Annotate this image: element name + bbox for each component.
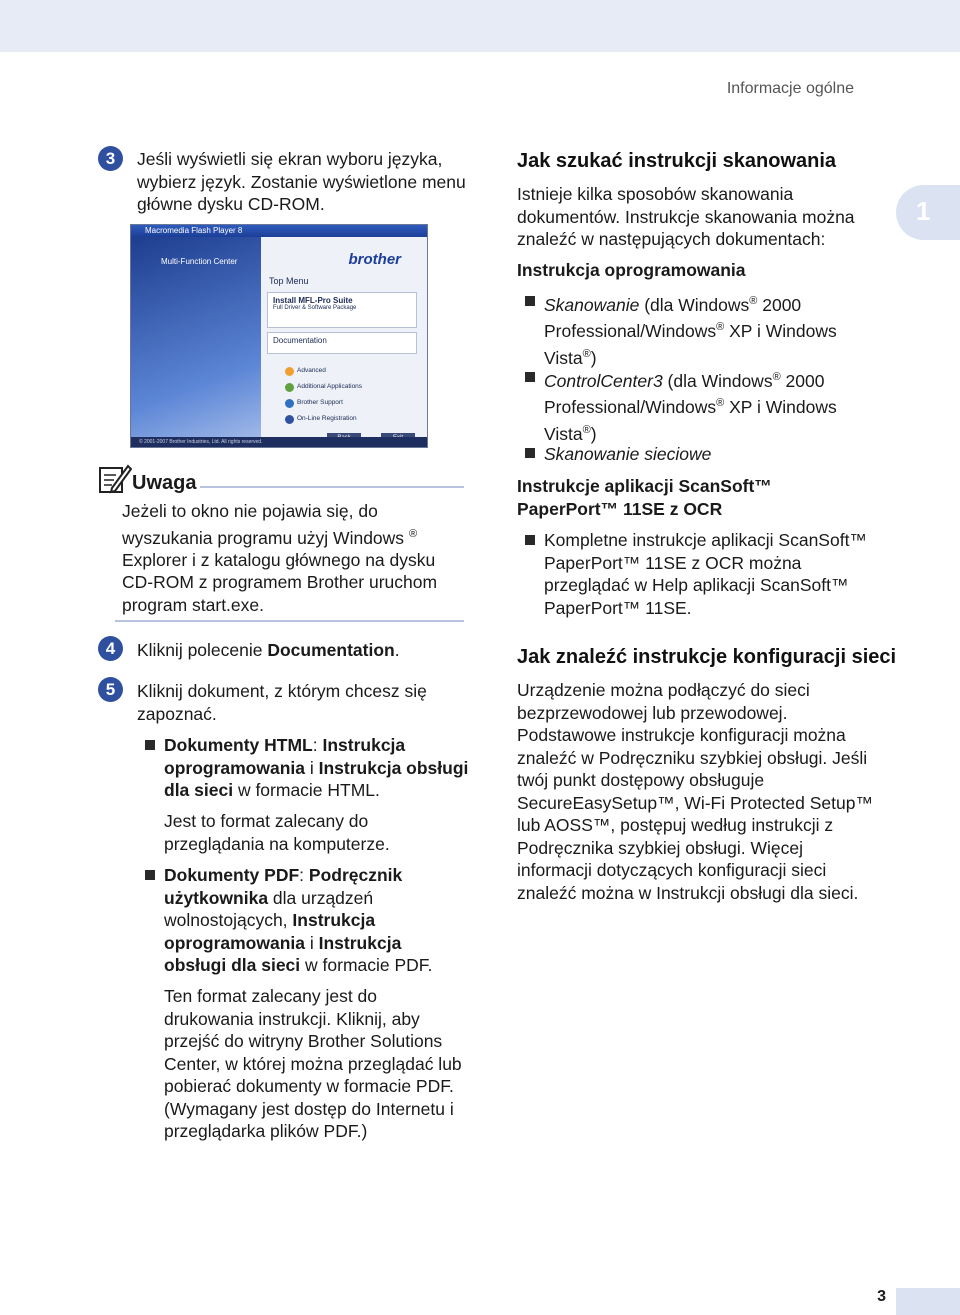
html-docs-desc: Jest to format zalecany do przeglądania na komputerze. bbox=[164, 811, 390, 854]
software-item-network-scan: Skanowanie sieciowe bbox=[544, 444, 712, 464]
cd-menu-screenshot bbox=[130, 224, 428, 448]
screenshot-menu-item: Brother Support bbox=[297, 399, 343, 406]
step-3-badge: 3 bbox=[98, 146, 123, 171]
note-bottom-rule bbox=[115, 620, 464, 622]
registration-icon bbox=[285, 415, 294, 424]
screenshot-documentation-item bbox=[267, 332, 417, 354]
screenshot-install-item bbox=[267, 292, 417, 328]
screenshot-titlebar: Macromedia Flash Player 8 bbox=[131, 225, 427, 237]
pdf-docs-desc: Ten format zalecany jest do drukowania instrukcji. Kliknij, aby przejść do witryny Brother Solutions Center, w której można przeglądać lub pobierać dokumenty w formacie PDF. (Wymagany jest dostęp do Internetu i przeglądarka plików PDF.) bbox=[164, 986, 462, 1141]
install-subtitle: Full Driver & Software Package bbox=[273, 305, 357, 311]
scansoft-item: Kompletne instrukcje aplikacji ScanSoft™ PaperPort™ 11SE z OCR można przeglądać w Help aplikacji ScanSoft™ PaperPort™ 11SE. bbox=[544, 530, 867, 618]
note-top-rule bbox=[200, 486, 464, 488]
screenshot-menu-item: On-Line Registration bbox=[297, 415, 357, 422]
bullet-square bbox=[525, 372, 535, 382]
advanced-icon bbox=[285, 367, 294, 376]
pdf-docs-bullet: Dokumenty PDF: Podręcznik użytkownika dla urządzeń wolnostojących, Instrukcja oprogramowania i Instrukcja obsługi dla sieci w formacie PDF. bbox=[164, 865, 433, 975]
bullet-square bbox=[145, 870, 155, 880]
bullet-square bbox=[145, 740, 155, 750]
html-docs-bullet: Dokumenty HTML: Instrukcja oprogramowania i Instrukcja obsługi dla sieci w formacie HTML. bbox=[164, 735, 469, 800]
bullet-square bbox=[525, 535, 535, 545]
step-4-text: Kliknij polecenie Documentation. bbox=[137, 640, 400, 660]
software-heading: Instrukcja oprogramowania bbox=[517, 260, 746, 280]
note-title: Uwaga bbox=[132, 472, 197, 494]
support-icon bbox=[285, 399, 294, 408]
bullet-square bbox=[525, 448, 535, 458]
bullet-square bbox=[525, 296, 535, 306]
screenshot-menu-item: Additional Applications bbox=[297, 383, 362, 390]
screenshot-banner bbox=[131, 237, 261, 437]
software-item-scan: Skanowanie (dla Windows® 2000 Professional/Windows® XP i Windows Vista®) bbox=[544, 294, 837, 368]
step-5-text: Kliknij dokument, z którym chcesz się zapoznać. bbox=[137, 681, 427, 724]
brother-logo: brother bbox=[348, 251, 401, 268]
running-header: Informacje ogólne bbox=[726, 80, 854, 97]
scan-heading: Jak szukać instrukcji skanowania bbox=[517, 150, 837, 172]
network-heading: Jak znaleźć instrukcje konfiguracji sieci bbox=[517, 646, 897, 668]
scansoft-heading: Instrukcje aplikacji ScanSoft™ PaperPort™ 11SE z OCR bbox=[517, 476, 772, 519]
screenshot-menu-panel bbox=[261, 237, 427, 437]
note-text: Jeżeli to okno nie pojawia się, do wyszukania programu użyj Windows ® Explorer i z katalogu głównego na dysku CD-ROM z programem Brother uruchom program start.exe. bbox=[122, 501, 438, 615]
note-pencil-icon bbox=[98, 462, 132, 496]
install-title: Install MFL-Pro Suite bbox=[273, 296, 353, 305]
applications-icon bbox=[285, 383, 294, 392]
screenshot-mfc-label: Multi-Function Center bbox=[161, 257, 238, 266]
screenshot-top-menu: Top Menu bbox=[269, 276, 309, 286]
software-item-controlcenter: ControlCenter3 (dla Windows® 2000 Professional/Windows® XP i Windows Vista®) bbox=[544, 370, 837, 444]
network-text: Urządzenie można podłączyć do sieci bezprzewodowej lub przewodowej. Podstawowe instrukcje konfiguracji można znaleźć w Podręczniku szybkiej obsługi. Jeśli twój punkt dostępowy obsługuje SecureEasySetup™, Wi-Fi Protected Setup™ lub AOSS™, postępuj według instrukcji z Podręcznika szybkiej obsługi. Więcej informacji dotyczących konfiguracji sieci znaleźć można w Instrukcji obsługi dla sieci. bbox=[517, 680, 873, 903]
chapter-tab bbox=[896, 185, 960, 240]
page-number: 3 bbox=[877, 1288, 886, 1305]
top-bar bbox=[0, 0, 960, 52]
screenshot-menu-item: Advanced bbox=[297, 367, 326, 374]
footer-tab bbox=[896, 1288, 960, 1315]
chapter-number: 1 bbox=[916, 196, 931, 226]
step-5-badge: 5 bbox=[98, 677, 123, 702]
scan-intro: Istnieje kilka sposobów skanowania dokumentów. Instrukcje skanowania można znaleźć w następujących dokumentach: bbox=[517, 184, 855, 249]
step-4-badge: 4 bbox=[98, 636, 123, 661]
documentation-label: Documentation bbox=[273, 336, 327, 345]
step-3-text: Jeśli wyświetli się ekran wyboru języka, wybierz język. Zostanie wyświetlone menu główne dysku CD-ROM. bbox=[137, 149, 466, 214]
screenshot-copyright: © 2001-2007 Brother Industries, Ltd. All rights reserved. bbox=[131, 437, 427, 448]
